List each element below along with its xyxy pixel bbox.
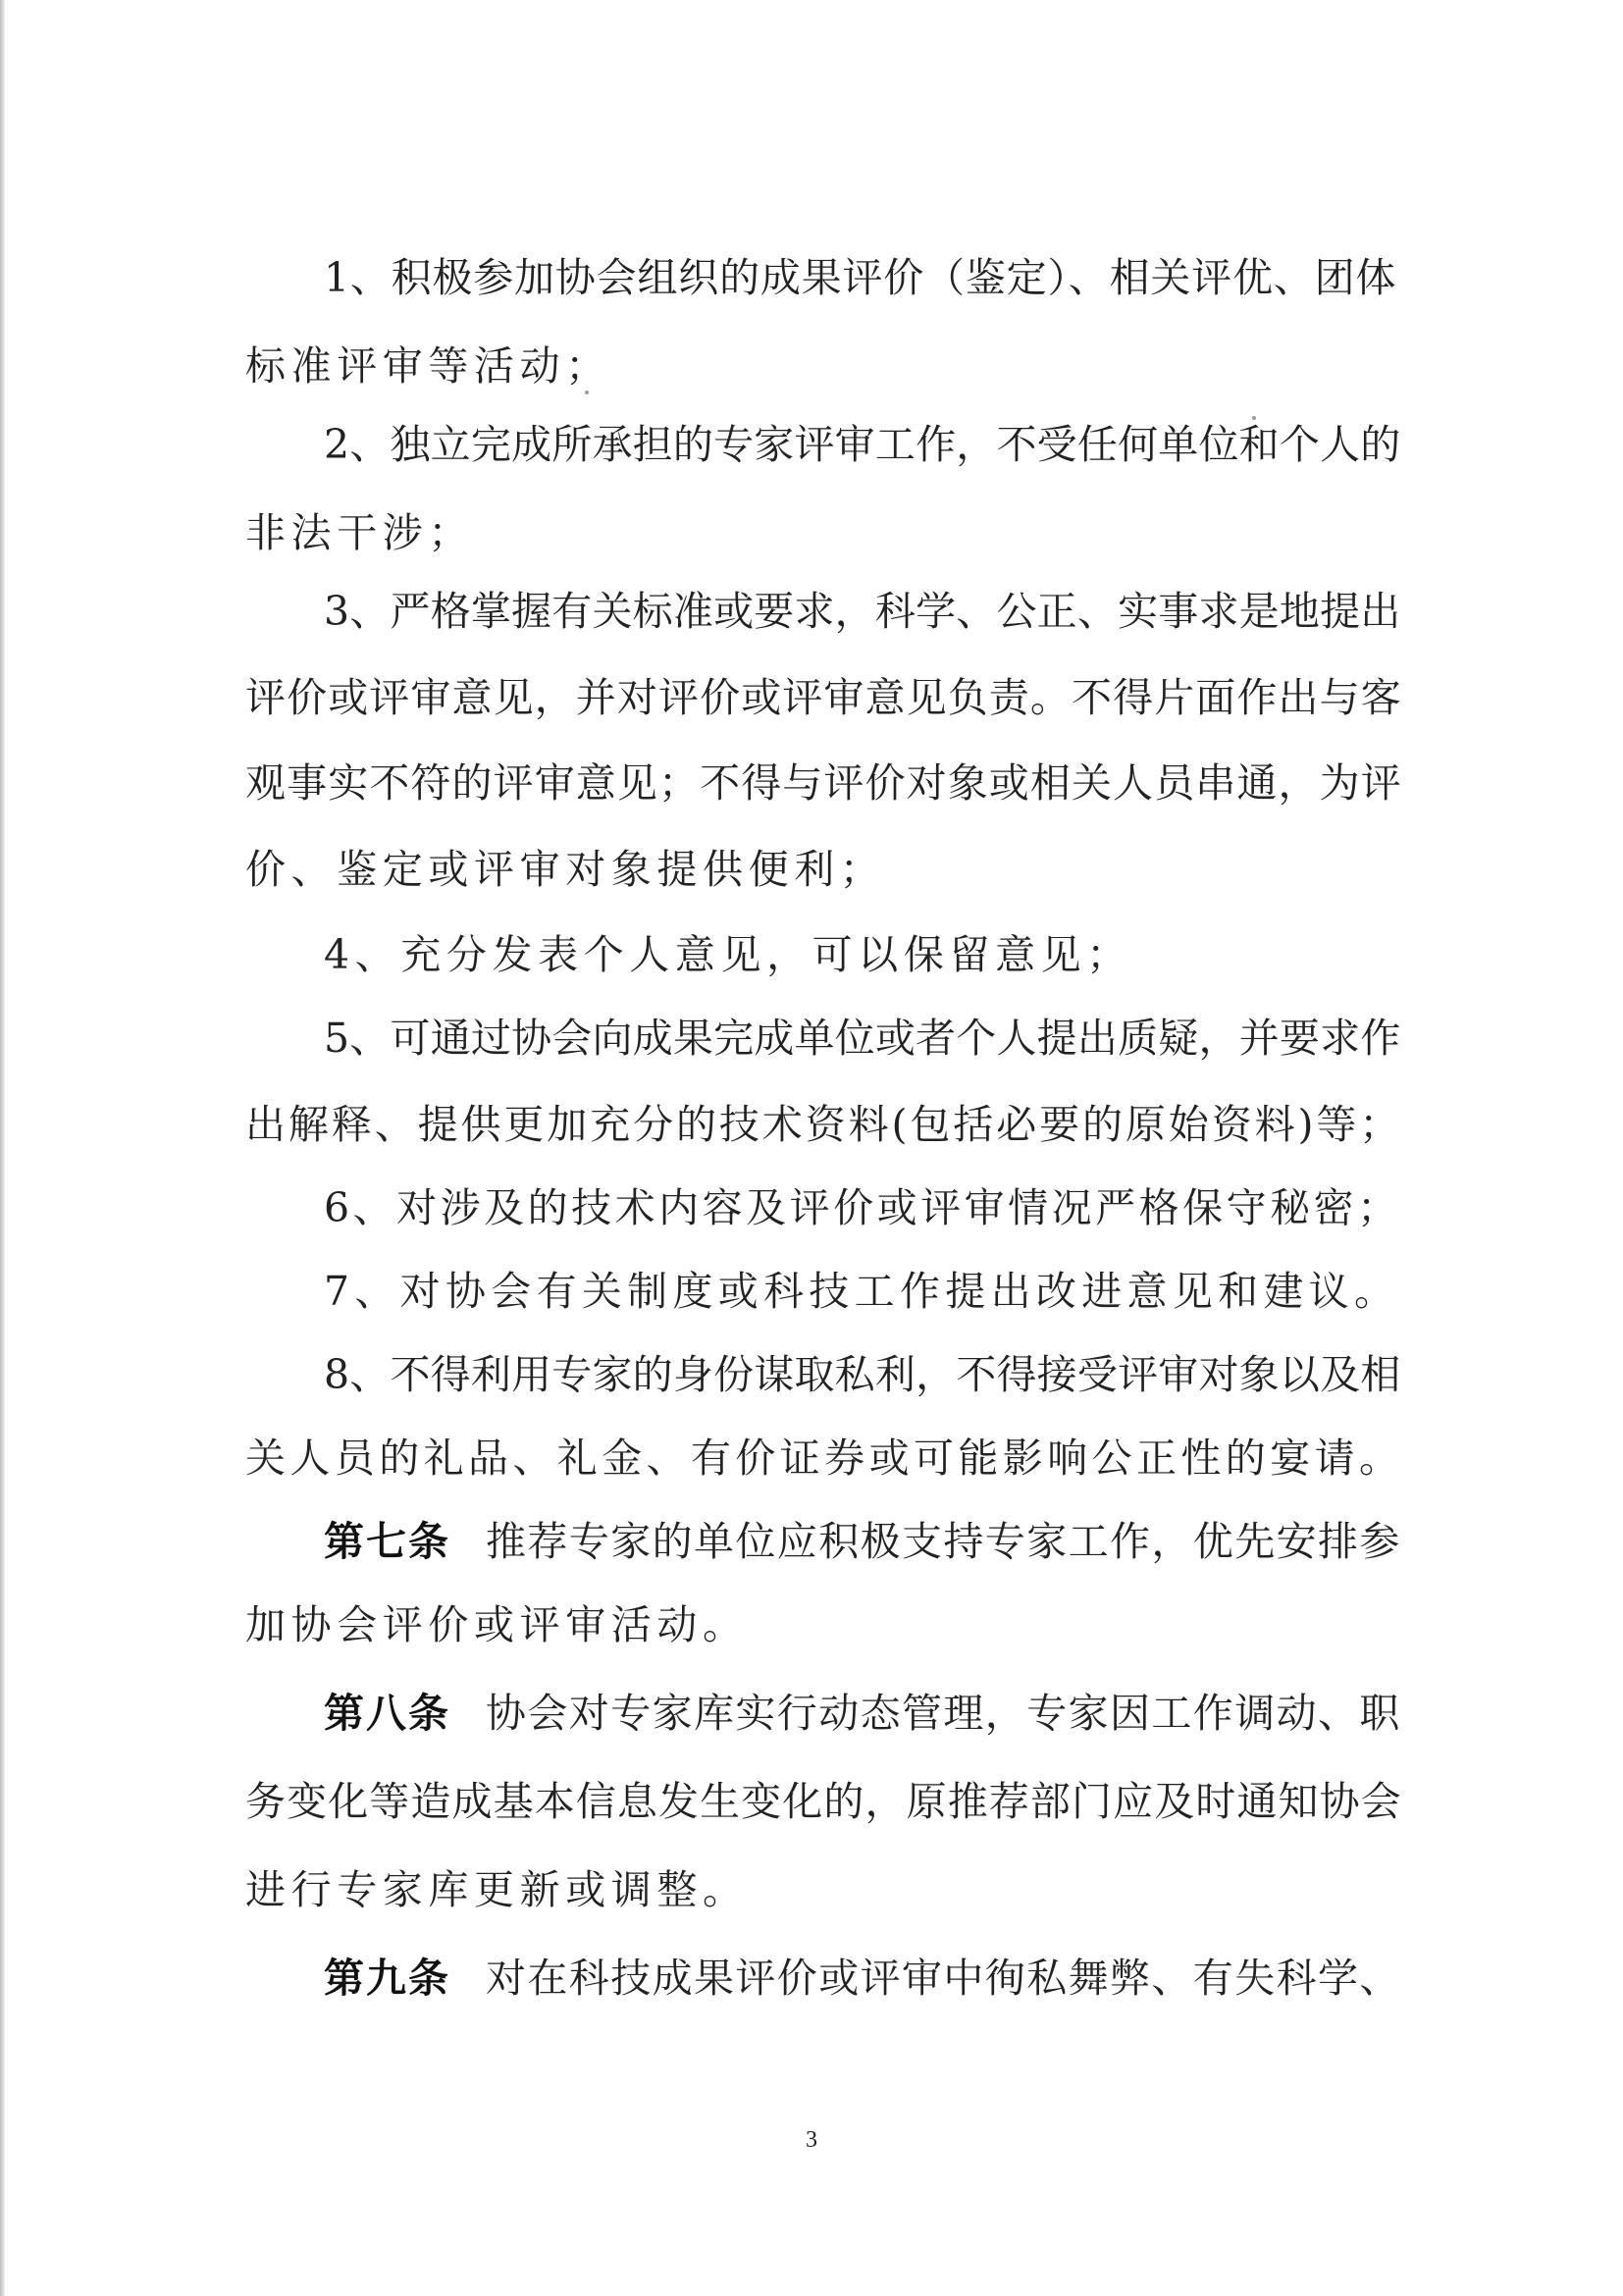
- text-line: 价、鉴定或评审对象提供便利；: [245, 846, 886, 893]
- text-line: 关人员的礼品、礼金、有价证券或可能影响公正性的宴请。: [245, 1435, 1404, 1482]
- article-9-line: [324, 1939, 1403, 2017]
- text-line: 2、独立完成所承担的专家评审工作，不受任何单位和个人的: [324, 421, 1401, 468]
- text-line: 3、严格掌握有关标准或要求，科学、公正、实事求是地提出: [324, 588, 1401, 635]
- article-8-line: [324, 1674, 1403, 1752]
- text-line: 评价或评审意见，并对评价或评审意见负责。不得片面作出与客: [245, 674, 1402, 721]
- text-line: 观事实不符的评审意见；不得与评价对象或相关人员串通，为评: [245, 759, 1402, 807]
- text-line: 标准评审等活动；: [245, 342, 611, 390]
- article-heading: 第七条: [324, 1518, 450, 1565]
- text-line: 4、充分发表个人意见，可以保留意见；: [324, 931, 1132, 978]
- text-line: 进行专家库更新或调整。: [245, 1866, 749, 1913]
- text-line: 务变化等造成基本信息发生变化的，原推荐部门应及时通知协会: [245, 1778, 1402, 1825]
- text-line: 1、积极参加协会组织的成果评价（鉴定）、相关评优、团体: [324, 254, 1397, 301]
- text-line: 非法干涉；: [245, 509, 474, 556]
- article-heading: 第九条: [324, 1955, 450, 2002]
- text-line: 出解释、提供更加充分的技术资料(包括必要的原始资料)等；: [245, 1101, 1403, 1148]
- scan-edge-shadow: [0, 0, 5, 2296]
- text-line: 8、不得利用专家的身份谋取私利，不得接受评审对象以及相: [324, 1351, 1401, 1398]
- article-7-line: [324, 1502, 1403, 1581]
- text-line: 5、可通过协会向成果完成单位或者个人提出质疑，并要求作: [324, 1015, 1401, 1062]
- text-line: 对在科技成果评价或评审中徇私舞弊、有失科学、: [486, 1955, 1401, 2002]
- text-line: 6、对涉及的技术内容及评价或评审情况严格保守秘密；: [324, 1184, 1401, 1231]
- article-heading: 第八条: [324, 1690, 450, 1737]
- text-line: 推荐专家的单位应积极支持专家工作，优先安排参: [486, 1518, 1401, 1565]
- page-number: 3: [806, 2127, 817, 2153]
- text-line: 协会对专家库实行动态管理，专家因工作调动、职: [486, 1690, 1401, 1737]
- text-line: 加协会评价或评审活动。: [245, 1601, 749, 1648]
- text-line: 7、对协会有关制度或科技工作提出改进意见和建议。: [324, 1268, 1400, 1315]
